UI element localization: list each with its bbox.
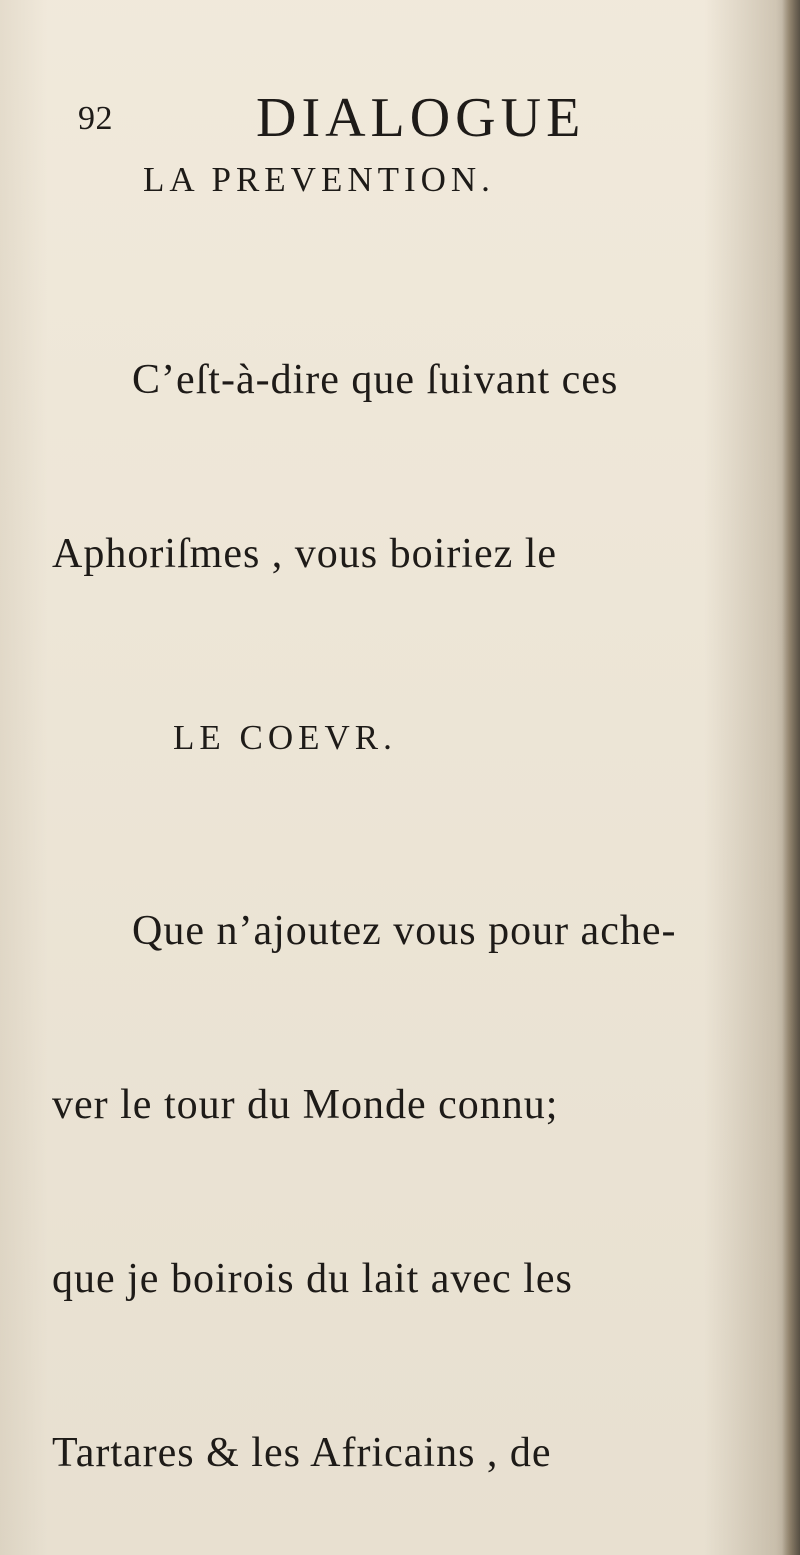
text-line: ver le tour du Monde connu;	[52, 1082, 559, 1128]
page-edge-shadow	[782, 0, 800, 1555]
speaker-heading-coeur: LE COEVR.	[173, 718, 397, 757]
page-number: 92	[78, 100, 113, 137]
running-head	[78, 86, 678, 156]
text-line: Aphoriſmes , vous boiriez le	[52, 531, 558, 577]
paragraph-prevention	[52, 235, 727, 695]
speaker-heading-prevention: LA PREVENTION.	[143, 160, 495, 199]
text-line: que je boirois du lait avec les	[52, 1256, 573, 1302]
text-line: C’eſt-à-dire que ſuivant ces	[132, 357, 619, 403]
text-line: Tartares & les Africains , de	[52, 1430, 552, 1476]
text-line: Que n’ajoutez vous pour ache-	[132, 908, 677, 954]
page-title: DIALOGUE	[256, 87, 586, 149]
paragraph-coeur	[52, 786, 727, 1491]
